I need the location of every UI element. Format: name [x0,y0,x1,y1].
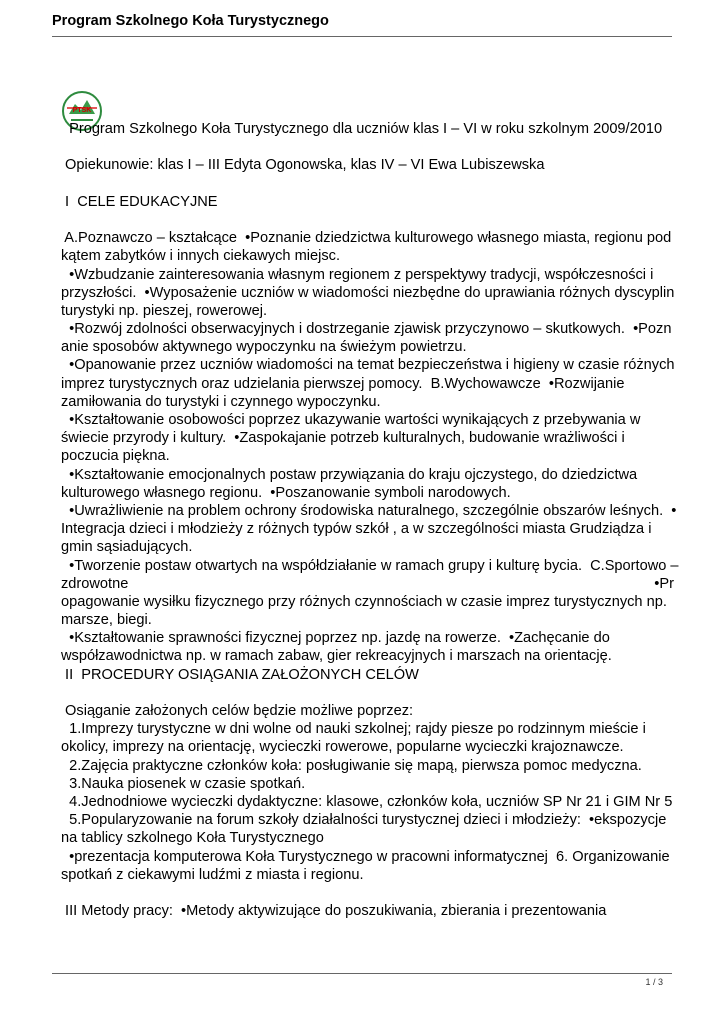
text-line: spotkań z ciekawymi ludźmi z miasta i regionu. [61,866,364,883]
header-divider [52,36,672,37]
text-line: •Kształtowanie emocjonalnych postaw przywiązania do kraju ojczystego, do dziedzictwa [61,466,638,483]
text-line: A.Poznawczo – kształcące •Poznanie dziedzictwa kulturowego własnego miasta, regionu pod [61,230,672,247]
page-number: 1 / 3 [645,977,663,987]
text-line: 2.Zajęcia praktyczne członków koła: posługiwanie się mapą, pierwsza pomoc medyczna. [61,757,642,774]
text-fragment: zdrowotne [61,575,129,592]
text-line: •Kształtowanie sprawności fizycznej poprzez np. jazdę na rowerze. •Zachęcanie do [61,630,610,647]
text-line: •Opanowanie przez uczniów wiadomości na temat bezpieczeństwa i higieny w czasie różnych [61,357,675,374]
text-line: •Tworzenie postaw otwartych na współdziałanie w ramach grupy i kulturę bycia. C.Sportowo – [61,557,679,574]
doc-title-line: Program Szkolnego Koła Turystycznego dla uczniów klas I – VI w roku szkolnym 2009/2010 [61,121,663,137]
text-line: opagowanie wysiłku fizycznego przy różnych czynnościach w czasie imprez turystycznych np. [61,593,667,610]
logo-text: PTSK [72,107,92,114]
text-line: kulturowego własnego regionu. •Poszanowanie symboli narodowych. [61,484,511,501]
text-line: na tablicy szkolnego Koła Turystycznego [61,830,324,847]
text-line: turystyki np. pieszej, rowerowej. [61,302,268,319]
section-heading-1: I CELE EDUKACYJNE [61,193,218,210]
text-line: 4.Jednodniowe wycieczki dydaktyczne: klasowe, członków koła, uczniów SP Nr 21 i GIM Nr 5 [61,793,673,810]
text-line: kątem zabytków i innych ciekawych miejsc. [61,248,340,265]
justified-line [61,575,674,593]
text-line: okolicy, imprezy na orientację, wycieczki rowerowe, popularne wycieczki krajoznawcze. [61,739,624,756]
text-line: 3.Nauka piosenek w czasie spotkań. [61,775,306,792]
text-line: Osiąganie założonych celów będzie możliwe poprzez: [61,703,414,719]
text-line: poczucia piękna. [61,448,170,465]
text-line: anie sposobów aktywnego wypoczynku na świeżym powietrzu. [61,339,467,356]
page-header-title: Program Szkolnego Koła Turystycznego [52,13,329,29]
text-line: •Kształtowanie osobowości poprzez ukazywanie wartości wynikających z przebywania w [61,412,641,428]
text-line: zamiłowania do turystyki i czynnego wypoczynku. [61,393,381,410]
text-line: marsze, biegi. [61,612,152,629]
text-line: •Uwrażliwienie na problem ochrony środowiska naturalnego, szczególnie obszarów leśnych. • [61,502,677,519]
text-line: •Wzbudzanie zainteresowania własnym regionem z perspektywy tradycji, współczesności i [61,266,654,283]
guardians-line: Opiekunowie: klas I – III Edyta Ogonowska, klas IV – VI Ewa Lubiszewska [61,157,545,174]
text-line: Integracja dzieci i młodzieży z różnych typów szkół , a w szczególności miasta Grudziądza i [61,521,652,538]
document-body [61,120,679,920]
text-line: •prezentacja komputerowa Koła Turystycznego w pracowni informatycznej 6. Organizowanie [61,848,670,865]
text-line: imprez turystycznych oraz udzielania pierwszej pomocy. B.Wychowawcze •Rozwijanie [61,375,625,392]
text-fragment: •Pr [654,575,674,592]
text-line: przyszłości. •Wyposażenie uczniów w wiadomości niezbędne do uprawiania różnych dyscyplin [61,284,675,301]
section-heading-2: II PROCEDURY OSIĄGANIA ZAŁOŻONYCH CELÓW [61,666,419,683]
text-line: 5.Popularyzowanie na forum szkoły działalności turystycznej dzieci i młodzieży: •ekspozycje [61,812,667,829]
text-line: współzawodnictwa np. w ramach zabaw, gier rekreacyjnych i marszach na orientację. [61,648,612,665]
footer-divider [52,973,672,974]
text-line: świecie przyrody i kultury. •Zaspokajanie potrzeb kulturalnych, budowanie wrażliwości i [61,430,625,447]
text-line: 1.Imprezy turystyczne w dni wolne od nauki szkolnej; rajdy piesze po rodzinnym mieście i [61,721,646,738]
text-line: •Rozwój zdolności obserwacyjnych i dostrzeganie zjawisk przyczynowo – skutkowych. •Pozn [61,321,672,338]
text-line: gmin sąsiadujących. [61,539,193,556]
section-heading-3: III Metody pracy: •Metody aktywizujące do poszukiwania, zbierania i prezentowania [61,903,607,920]
